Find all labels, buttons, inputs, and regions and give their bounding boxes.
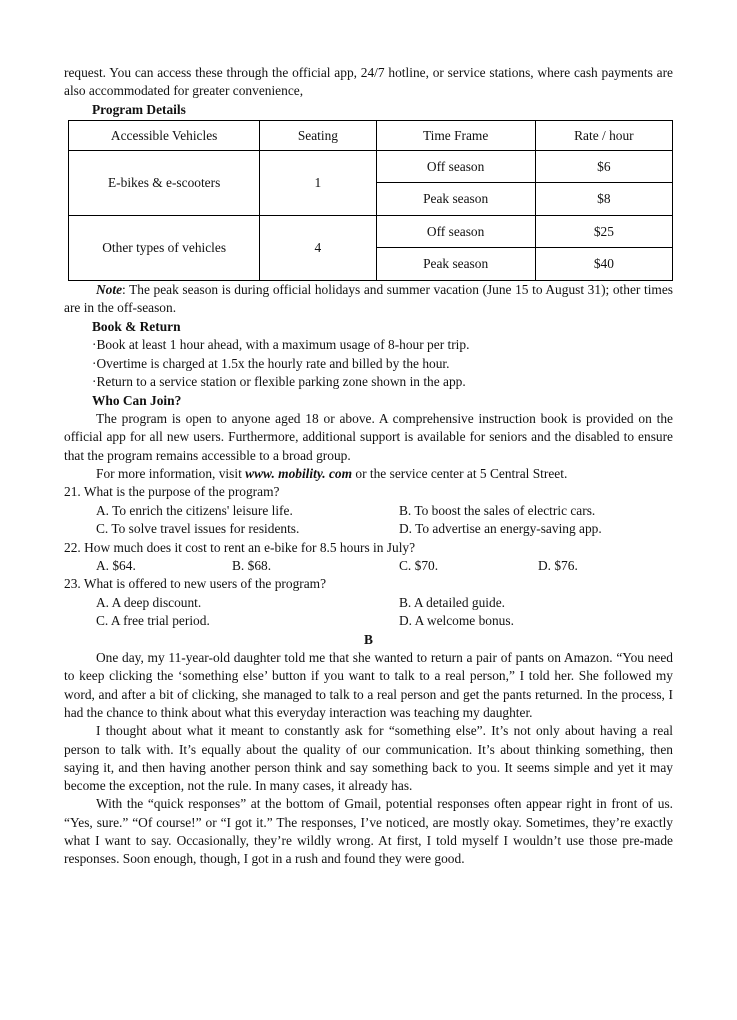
seating-cell: 4 <box>260 216 376 281</box>
option-b: B. $68. <box>232 558 272 573</box>
time-frame-cell: Off season <box>376 151 535 183</box>
table-header-row <box>69 121 673 151</box>
time-frame-cell: Off season <box>376 216 535 248</box>
header-time-frame: Time Frame <box>376 121 535 151</box>
program-details-heading: Program Details <box>92 101 186 117</box>
note-label: Note <box>96 282 123 298</box>
option-a: A. $64. <box>96 558 136 573</box>
book-return-heading: Book & Return <box>92 318 181 334</box>
option-c: C. $70. <box>399 558 439 573</box>
book-return-item: ·Book at least 1 hour ahead, with a maximum usage of 8-hour per trip. <box>92 337 470 353</box>
question-22: 22. How much does it cost to rent an e-bike for 8.5 hours in July? <box>64 539 416 555</box>
table-row <box>69 216 673 248</box>
option-d: D. $76. <box>538 558 578 573</box>
section-b-heading: B <box>364 631 373 647</box>
document-page <box>64 64 673 869</box>
option-b: B. A detailed guide. <box>399 594 505 610</box>
passage-b-paragraph: One day, my 11-year-old daughter told me that she wanted to return a pair of pants on Amazon. “You need to keep clicking the ‘something else’ button if you want to talk to a real person,” I told her. She followed my word, and after a bit of clicking, she managed to talk to a real person and get the pants returned. In the process, I had the chance to think about what this everyday interaction was teaching my daughter. <box>64 650 673 720</box>
header-seating: Seating <box>260 121 376 151</box>
rate-cell: $6 <box>535 151 672 183</box>
option-b: B. To boost the sales of electric cars. <box>399 502 596 518</box>
header-vehicles: Accessible Vehicles <box>69 121 260 151</box>
option-c: C. A free trial period. <box>96 613 210 629</box>
seating-cell: 1 <box>260 151 376 216</box>
option-a: A. A deep discount. <box>96 594 202 610</box>
program-details-table <box>68 120 673 281</box>
question-21-options <box>64 502 673 539</box>
website-link[interactable]: www. mobility. com <box>245 466 353 482</box>
table-row <box>69 151 673 183</box>
who-can-join-heading: Who Can Join? <box>92 392 182 408</box>
note-text: : The peak season is during official holidays and summer vacation (June 15 to August 31); other times are in the off-season. <box>64 282 673 316</box>
book-return-item: ·Overtime is charged at 1.5x the hourly rate and billed by the hour. <box>92 355 450 371</box>
header-rate: Rate / hour <box>535 121 672 151</box>
option-a: A. To enrich the citizens' leisure life. <box>96 502 293 518</box>
question-22-options <box>64 557 673 575</box>
who-can-join-paragraph: The program is open to anyone aged 18 or above. A comprehensive instruction book is provided on the official app for all new users. Furthermore, additional support is available for seniors and the disabled to ensure that the program remains accessible to a broad group. <box>64 411 673 463</box>
vehicle-cell: Other types of vehicles <box>69 216 260 281</box>
more-info-paragraph <box>64 465 673 483</box>
rate-cell: $25 <box>535 216 672 248</box>
rate-cell: $40 <box>535 248 672 281</box>
time-frame-cell: Peak season <box>376 183 535 216</box>
option-d: D. To advertise an energy-saving app. <box>399 521 602 537</box>
passage-b-paragraph: With the “quick responses” at the bottom of Gmail, potential responses often appear right in front of us. “Yes, sure.” “Of course!” or “I got it.” The responses, I’ve noticed, are mostly okay. Sometimes, they’re exactly what I want to say. Occasionally, they’re wildly wrong. At first, I told myself I wouldn’t use those pre-made responses. Soon enough, though, I got in a rush and found they were good. <box>64 796 673 867</box>
more-info-before: For more information, visit <box>96 466 246 482</box>
more-info-after: or the service center at 5 Central Street. <box>352 466 568 482</box>
passage-b-paragraph: I thought about what it meant to constantly ask for “something else”. It’s not only about having a real person to talk with. It’s equally about the quality of our communication. It’s about thinking something, then saying it, and then having another person think and say something back to you. It seems simple and yet it may become the exception, not the rule. In many cases, it already has. <box>64 723 673 794</box>
question-23-options <box>64 594 673 631</box>
note-paragraph <box>64 281 673 318</box>
option-c: C. To solve travel issues for residents. <box>96 521 300 537</box>
time-frame-cell: Peak season <box>376 248 535 281</box>
vehicle-cell: E-bikes & e-scooters <box>69 151 260 216</box>
intro-tail-paragraph: request. You can access these through the official app, 24/7 hotline, or service stations, where cash payments are also accommodated for greater convenience, <box>64 65 673 99</box>
question-21: 21. What is the purpose of the program? <box>64 484 280 500</box>
option-d: D. A welcome bonus. <box>399 613 514 629</box>
question-23: 23. What is offered to new users of the program? <box>64 576 327 592</box>
rate-cell: $8 <box>535 183 672 216</box>
book-return-item: ·Return to a service station or flexible parking zone shown in the app. <box>92 374 466 390</box>
